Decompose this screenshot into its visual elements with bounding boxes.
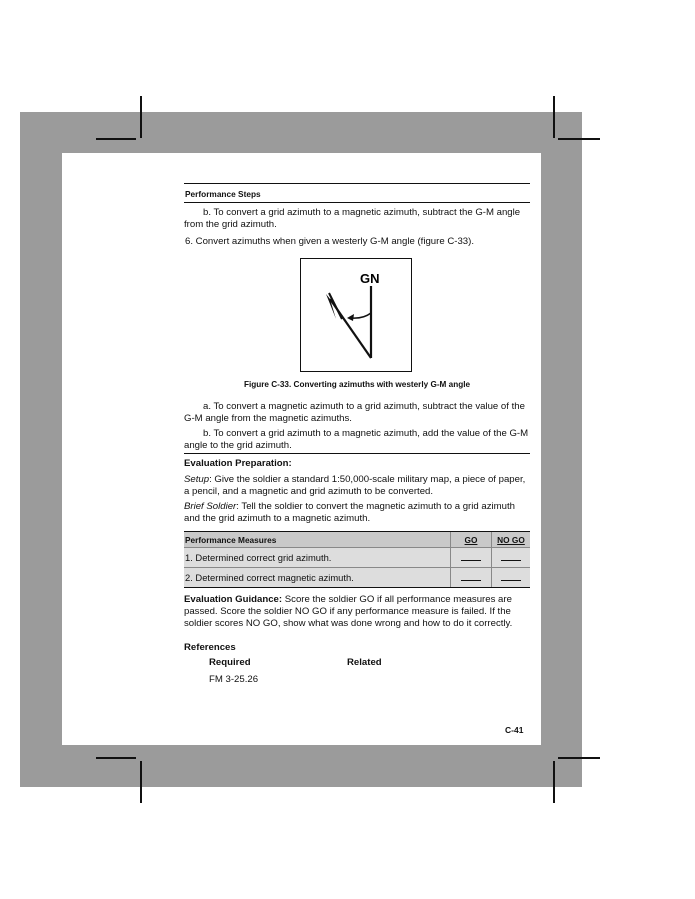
crop-mark (140, 761, 142, 803)
crop-mark (558, 138, 600, 140)
evaluation-preparation-heading: Evaluation Preparation: (184, 458, 292, 469)
table-row (184, 548, 530, 568)
crop-mark (553, 96, 555, 138)
col-go: GO (451, 532, 492, 548)
performance-measures-table (184, 531, 530, 588)
evaluation-guidance: Evaluation Guidance: Score the soldier GO if all performance measures are passed. Score the soldier NO GO if any performance measure is failed. If the soldier scores NO GO, show what was done wrong and how to do it correctly. (184, 594, 513, 629)
figure-caption: Figure C-33. Converting azimuths with westerly G-M angle (243, 380, 471, 389)
gm-angle-arc (351, 313, 371, 318)
crop-mark (553, 761, 555, 803)
crop-mark (96, 757, 136, 759)
gn-label: GN (360, 271, 380, 286)
nogo-blank[interactable] (492, 548, 531, 568)
go-blank[interactable] (451, 548, 492, 568)
crop-mark (96, 138, 136, 140)
measure-text: 1. Determined correct grid azimuth. (184, 548, 451, 568)
section-header: Performance Steps (185, 189, 261, 199)
measure-text: 2. Determined correct magnetic azimuth. (184, 568, 451, 588)
col-performance-measures: Performance Measures (184, 532, 451, 548)
evaluation-guidance-heading: Evaluation Guidance: (184, 594, 283, 605)
step-6b: b. To convert a grid azimuth to a magnetic azimuth, add the value of the G-M angle to the grid azimuth. (184, 428, 529, 451)
required-label: Required (209, 657, 251, 668)
required-item: FM 3-25.26 (209, 674, 259, 685)
section-rule (184, 453, 530, 454)
page-number: C-41 (505, 725, 524, 735)
figure-c33 (300, 258, 412, 372)
crop-mark (558, 757, 600, 759)
col-nogo: NO GO (492, 532, 531, 548)
step-6a: a. To convert a magnetic azimuth to a grid azimuth, subtract the value of the G-M angle from the magnetic azimuths. (184, 401, 525, 424)
brief-soldier-text: Brief Soldier: Tell the soldier to convert the magnetic azimuth to a grid azimuth and the grid azimuth to a magnetic azimuth. (184, 501, 515, 524)
setup-text: Setup: Give the soldier a standard 1:50,000-scale military map, a piece of paper, a pencil, and a magnetic and grid azimuth to be converted. (184, 474, 526, 497)
page-content (184, 183, 530, 686)
step-5b: b. To convert a grid azimuth to a magnetic azimuth, subtract the G-M angle from the grid azimuth. (184, 207, 521, 230)
related-label: Related (347, 657, 382, 668)
brief-soldier-label: Brief Soldier (184, 501, 237, 512)
step-6: 6. Convert azimuths when given a westerly G-M angle (figure C-33). (185, 236, 474, 247)
table-header-row (184, 532, 530, 548)
references-items (184, 674, 530, 686)
gm-angle-arrowhead (347, 314, 354, 321)
azimuth-diagram (301, 259, 411, 371)
nogo-blank[interactable] (492, 568, 531, 588)
header-rule (184, 202, 530, 203)
references-heading: References (184, 642, 236, 653)
references-labels (184, 657, 530, 669)
crop-mark (140, 96, 142, 138)
setup-label: Setup (184, 474, 210, 485)
table-row (184, 568, 530, 588)
go-blank[interactable] (451, 568, 492, 588)
